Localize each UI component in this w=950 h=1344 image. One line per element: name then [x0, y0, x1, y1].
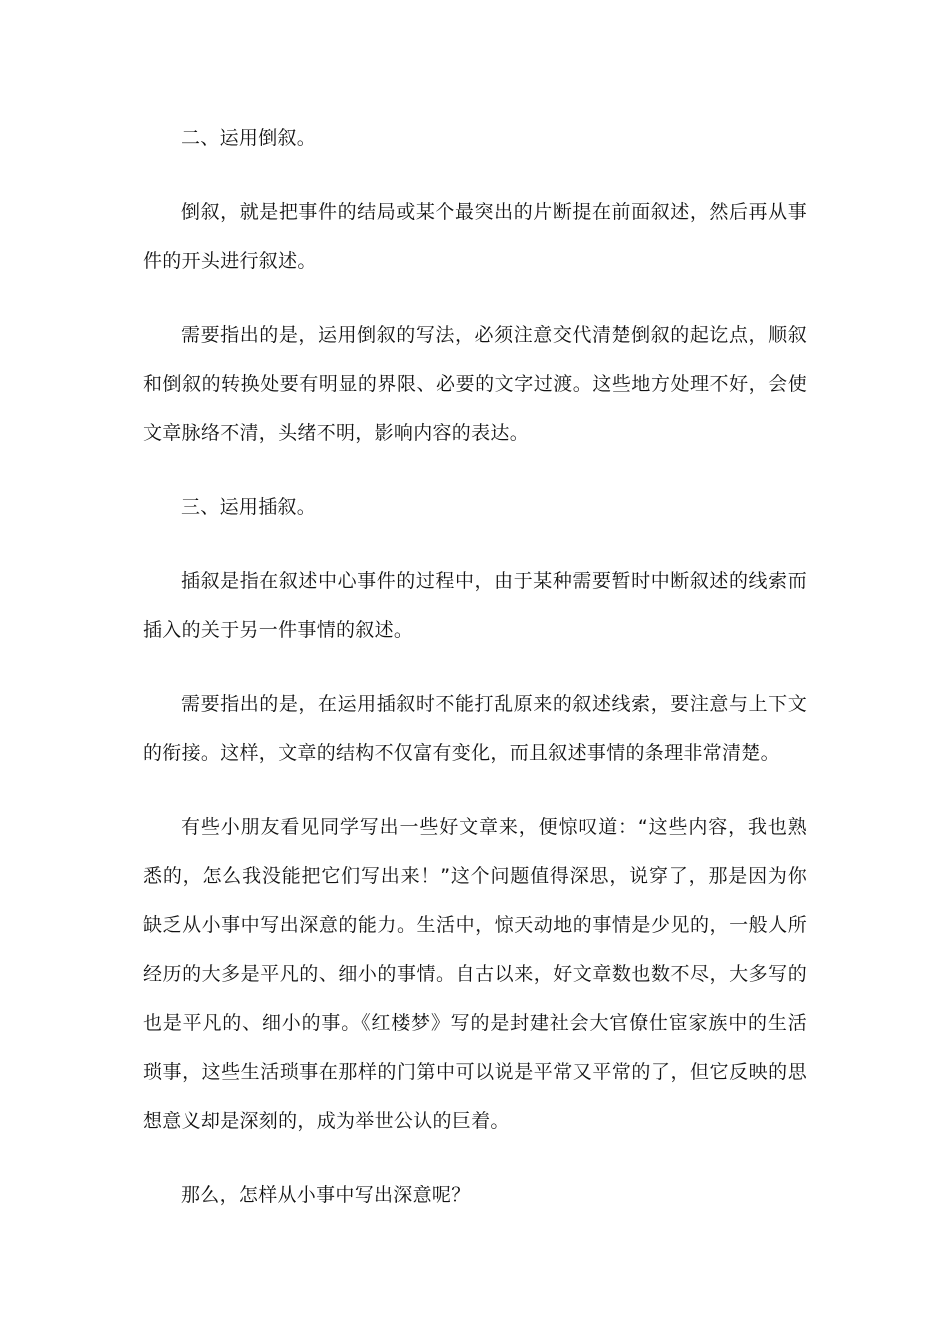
- paragraph-interpolation-definition: 插叙是指在叙述中心事件的过程中，由于某种需要暂时中断叙述的线索而插入的关于另一件事情的叙述。: [143, 570, 807, 641]
- paragraph-flashback-definition: 倒叙，就是把事件的结局或某个最突出的片断提在前面叙述，然后再从事件的开头进行叙述。: [143, 201, 807, 272]
- section-heading-interpolation: 三、运用插叙。: [181, 496, 317, 518]
- document-page: [143, 114, 807, 1220]
- paragraph-flashback-notes: 需要指出的是，运用倒叙的写法，必须注意交代清楚倒叙的起讫点，顺叙和倒叙的转换处要有明显的界限、必要的文字过渡。这些地方处理不好，会使文章脉络不清，头绪不明，影响内容的表达。: [143, 324, 807, 444]
- section-heading-flashback: 二、运用倒叙。: [181, 127, 317, 149]
- paragraph-interpolation-notes: 需要指出的是，在运用插叙时不能打乱原来的叙述线索，要注意与上下文的衔接。这样，文章的结构不仅富有变化，而且叙述事情的条理非常清楚。: [143, 693, 807, 764]
- paragraph-small-things: 有些小朋友看见同学写出一些好文章来，便惊叹道：“这些内容，我也熟悉的，怎么我没能把它们写出来！”这个问题值得深思，说穿了，那是因为你缺乏从小事中写出深意的能力。生活中，惊天动地的事情是少见的，一般人所经历的大多是平凡的、细小的事情。自古以来，好文章数也数不尽，大多写的也是平凡的、细小的事。《红楼梦》写的是封建社会大官僚仕宦家族中的生活琐事，这些生活琐事在那样的门第中可以说是平常又平常的了，但它反映的思想意义却是深刻的，成为举世公认的巨着。: [143, 816, 807, 1132]
- paragraph-question: 那么，怎样从小事中写出深意呢？: [181, 1184, 471, 1206]
